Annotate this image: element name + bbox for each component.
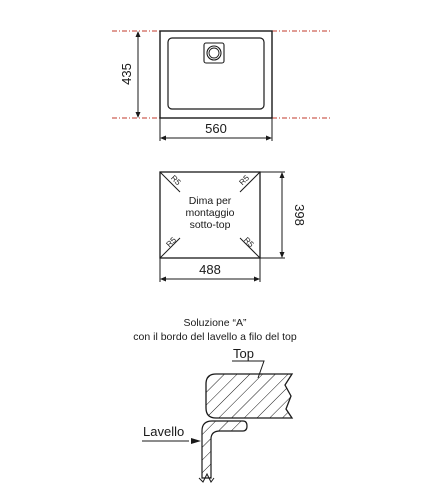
template-width-value: 488 <box>199 262 221 277</box>
solution-title: Soluzione “A” <box>183 317 247 329</box>
template-label-line1: Dima per <box>188 195 232 207</box>
drain-icon <box>204 43 224 63</box>
corner-radius-br: R5 <box>241 235 256 250</box>
label-top: Top <box>233 346 254 361</box>
countertop-section <box>206 374 292 418</box>
sink-flange-section <box>202 421 247 478</box>
sink-height-dimension <box>119 31 141 118</box>
solution-subtitle: con il bordo del lavello a filo del top <box>133 331 297 343</box>
section-detail <box>142 346 292 482</box>
corner-radius-tr: R5 <box>237 173 252 188</box>
cutout-template-view <box>160 172 307 282</box>
sink-width-dimension <box>160 118 272 141</box>
corner-radius-tl: R5 <box>168 173 183 188</box>
template-label-line3: sotto-top <box>189 219 231 231</box>
sink-width-value: 560 <box>205 121 227 136</box>
sink-height-value: 435 <box>119 63 134 85</box>
template-label-line2: montaggio <box>185 207 235 219</box>
sink-outer-outline <box>160 31 272 118</box>
template-width-dimension <box>160 258 260 282</box>
corner-radius-bl: R5 <box>164 235 179 250</box>
sink-top-view <box>112 31 332 141</box>
template-height-dimension <box>260 172 307 258</box>
template-height-value: 398 <box>292 204 307 226</box>
label-sink: Lavello <box>143 424 185 439</box>
